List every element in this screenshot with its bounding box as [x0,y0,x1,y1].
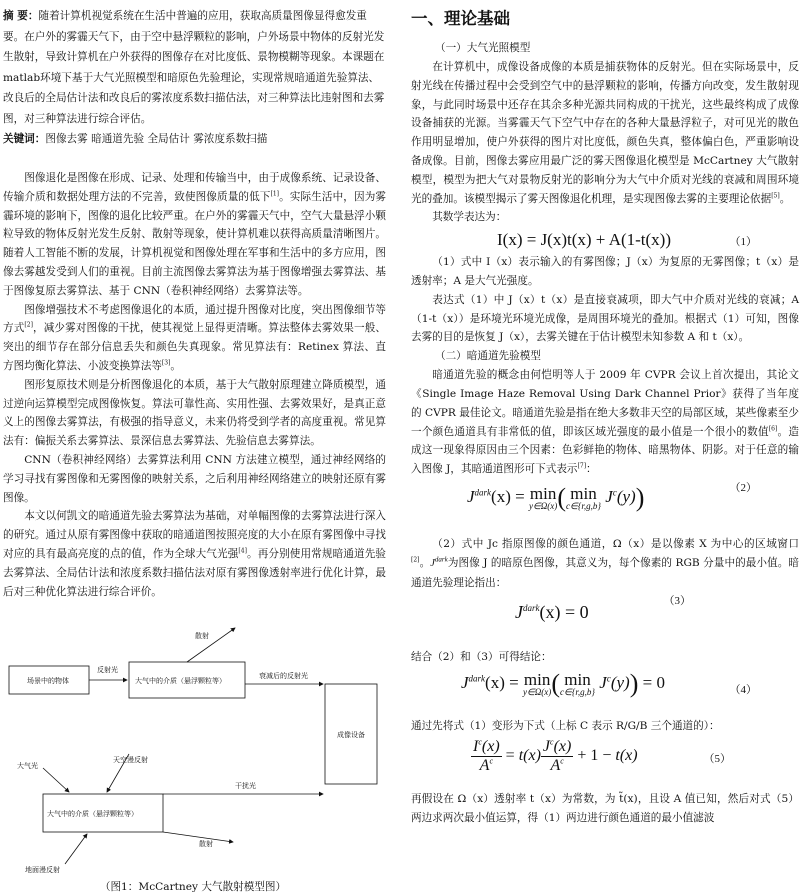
citation: [1] [270,190,279,198]
intro-paragraph-2 [3,301,386,376]
subsection-title-1: （一）大气光照模型 [435,42,531,54]
equation-1 [411,227,799,253]
eq3-lhs: J [515,602,523,623]
citation: [6] [768,425,778,433]
label-object: 场景中的物体 [27,677,69,685]
eq2-body-sup: c [612,487,617,498]
section-title: 一、理论基础 [411,9,510,28]
eq2-desc-text: 。 [419,556,431,569]
intro-paragraph-1 [3,169,386,301]
ambient-arrow [43,768,69,792]
ground-arrow [65,834,87,864]
eq5-x: (x) [553,737,572,755]
keywords-label: 关键词： [3,133,46,145]
intro-text: 。实际生活中，因为雾霾环境的影响下，图像的退化比较严重。在户外的雾霾天气中，空气大量悬浮小颗粒导致的物体反射光发生反射、散射等现象，使计算机难以获得高质量清晰图片。随着人工智能不断的发展，计算机视觉和图像处理在军事和生活中的多方应用，图像去雾越发受到人们的重视。目前主流图像去雾算法为基于图像增强去雾算法、基于图像复原去雾算法、基于 CNN（卷积神经网络）去雾算法等。 [3,190,386,297]
right-column [411,0,799,828]
eq3-rhs: = 0 [560,602,589,623]
equation-1-body: I(x) = J(x)t(x) + A(1-t(x)) [497,230,672,250]
dark-channel-paragraph [411,366,799,479]
eq4-body-arg: (y) [610,673,630,693]
eq3-arg: (x) [539,602,561,623]
abstract-text: 随着计算机视觉系统在生活中普遍的应用，获取高质量图像显得愈发重要。在户外的雾霾天气下，由于空中悬浮颗粒的影响，户外场景中物体的反射光发生散射，导致计算机在户外获得的图像存在对比度低、景物模糊等现象。本课题在matlab环境下基于大气光照模型和暗原色先验理论，实现常规暗通道先验算法、改良后的全局估计法和改良后的雾浓度系数扫描估法，对三种算法比违射图和去雾图，对三种算法进行综合评估。 [3,10,385,125]
last-paragraph: 再假设在 Ω（x）透射率 t（x）为常数，为 t̃(x)，且设 A 值已知，然后对式（5）两边求两次最小值运算，得（1）两边进行颜色通道的最小值滤波 [411,792,799,824]
eq2-min-inner [566,485,601,511]
left-column [3,0,386,601]
eq5-den: A [550,756,561,774]
label-imaging: 成像设备 [337,731,365,739]
eq5-sup: c [550,737,554,747]
eq4-min-sub: y∈Ω(x) [522,687,552,698]
transform-text: 通过先将式（1）变形为下式（上标 C 表示 R/G/B 三个通道的）： [411,720,720,733]
label-attenuated: 衰减后的反射光 [259,672,308,680]
model-text: 在计算机中，成像设备成像的本质是捕获物体的反射光。但在实际场景中，反射光线在传播过程中会受到空气中的悬浮颗粒的影响，传播方向改变，发生散射现象，与此同时场景中还存在其余多种光源共同构成的干扰光，这些最终构成了成像设备捕获的光源。当雾霾天气下空气中存在的各种大量悬浮粒子，对可见光的散色作用明显增加，使户外获得的图片对比度低，颜色失真，整体偏白色，严重影响设备成像。目前，图像去雾应用最广泛的雾天图像退化模型是 McCartney 大气散射模型，模型为把大气对景物反射光的影响分为大气中介质对光线的衰减和周围环境光的叠加。该模型揭示了雾天图像退化机理，是实现图像去雾的主要理论依据 [411,61,799,205]
eq1-description-2: 表达式（1）中 J（x）t（x）是直接衰减项，即大气中介质对光线的衰减；A（1-t（x））是环境光环境光成像，是周围环境光的叠加。根据式（1）可知，图像去雾的目的是恢复 J（x），去雾关键在于估计模型未知参数 A 和 t（x）。 [411,293,799,344]
label-reflect-light: 反射光 [97,666,118,674]
subsection-title-2: （二）暗通道先验模型 [435,350,541,363]
label-medium-top: 大气中的介质（悬浮颗粒等） [135,677,226,685]
eq5-sup: c [489,756,493,766]
equation-3 [411,592,799,648]
model-paragraph [411,58,799,208]
intro-text: 本文以何凯文的暗通道先验去雾算法为基础，对单幅图像的去雾算法进行深入的研究。通过从原有雾图像中获取的暗通道图按照亮度的大小在原有雾图像中寻找对应的具有最高亮度的点的值，作为全球大气光强 [3,510,386,560]
abstract-label: 摘 要： [3,10,39,22]
eq5-sup: c [478,737,482,747]
intro-text: 。再分别使用常规暗通道先验去雾算法、全局估计法和浓度系数扫描估法对原有雾图像透射率进行优化计算，最后对三种优化算法进行综合评价。 [3,547,387,598]
eq4-sup: dark [468,673,486,684]
label-sky-reflect: 天空漫反射 [113,756,148,764]
label-medium-bottom: 大气中的介质（悬浮颗粒等） [47,810,138,818]
eq2-arg: (x) [491,486,511,506]
eq5-x: (x) [523,747,541,765]
eq5-x: (x) [619,747,638,765]
keywords [3,129,386,149]
label-scatter-top: 散射 [195,632,209,640]
eq4-min-op: min [523,670,551,690]
eq2-min-sub: y∈Ω(x) [528,500,558,511]
keywords-text: 图像去雾 暗通道先验 全局估计 雾浓度系数扫描 [45,133,268,145]
equation-3-number: （3） [663,595,691,608]
eq2-description [411,535,799,592]
intro-paragraph-4: CNN（卷积神经网络）去雾算法利用 CNN 方法建立模型，通过神经网络的学习寻找有雾图像和无雾图像的映射关系，之后利用神经网络建立的映射还原有雾图像。 [3,453,386,504]
eq4-min-op: min [564,670,591,690]
eq2-sup: dark [474,487,492,498]
symbol-j: J [430,557,435,569]
equation-2: $J^{dark}(x)$ = min y∈Ω(x) ( min c∈{r,g,b} $J^c(y)$) （2） [411,479,799,535]
citation: [7] [577,462,587,470]
eq2-desc-text: （2）式中 Jc 指原图像的颜色通道，Ω（x）是以像素 X 为中心的区域窗口 [432,537,799,550]
symbol-dark: dark [434,555,448,564]
eq4-body: J [599,673,607,693]
citation: [3] [161,359,171,367]
eq4-arg: (x) [485,673,505,693]
citation: [2] [411,556,420,564]
eq2-body-arg: (y) [616,486,636,506]
figure-caption: （图1：McCartney 大气散射模型图） [99,881,287,893]
equation-5 [411,736,799,790]
equation-4: $J^{dark}(x)$ = min y∈Ω(x) ( min c∈{r,g,b} $J^c(y)) = 0$ （4） [461,669,757,699]
eq2-equals: = [510,486,529,506]
eq2-min-op: min [529,483,557,503]
intro-paragraph-3: 图形复原技术则是分析图像退化的本质，基于大气散射原理建立降质模型，通过逆向运算模型完成图像恢复。算法可靠性高、实用性强、去雾效果好，是真正意义上的图像去雾算法，有极强的指导意义，未来仍将受到学者的高度重视。常见算法有：偏振关系去雾算法、景深信息去雾算法、先验信息去雾算法。 [3,378,386,448]
eq4-min-sub: c∈{r,g,b} [559,687,596,698]
eq5-den: A [479,756,490,774]
eq4-lhs: J [461,673,469,693]
math-intro: 其数学表达为： [432,211,507,224]
eq2-min-outer [529,485,557,511]
eq2-lhs: J [467,486,475,506]
eq4-body-sup: c [606,673,611,684]
citation: [5] [771,192,780,200]
eq5-tail-t: t [615,747,620,765]
dark-text: 。造成这一现象得原因由三个因素：色彩鲜艳的物体、暗黑物体、阴影。对于任意的输入图像 J，其暗通道图形可下式表示 [411,425,799,476]
eq4-min-outer [523,671,551,697]
eq5-equals: = [501,747,519,765]
label-scatter-bottom: 散射 [199,840,213,848]
eq2-min-sub: c∈{r,g,b} [565,500,602,511]
label-interference: 干扰光 [235,782,256,790]
eq3-sup: dark [523,603,540,614]
eq5-plus: + 1 − [573,747,616,765]
eq1-description: （1）式中 I（x）表示输入的有雾图像；J（x）为复原的无雾图像；t（x）是透射率；A 是大气光强度。 [411,256,799,287]
eq5-num: I [473,737,479,755]
eq4-min-inner [560,671,595,697]
label-ground-reflect: 地面漫反射 [25,866,60,874]
equation-2-number: （2） [729,481,757,494]
citation: [4] [238,547,247,555]
eq2-desc-symbol [430,555,448,569]
mccartney-diagram [3,626,383,876]
intro-text: 。 [170,359,181,372]
eq5-t: t [518,747,524,765]
equation-1-number: （1） [729,236,757,249]
combine-text: 结合（2）和（3）可得结论： [411,651,552,664]
dark-text: ： [586,463,597,476]
intro-text: 图像增强技术不考虑图像退化的本质，通过提升图像对比度，突出图像细节等方式 [3,303,386,335]
label-ambient: 大气光 [17,762,38,770]
intro-paragraph-5 [3,507,386,601]
equation-4-number: （4） [729,684,757,697]
eq5-sup: c [560,756,564,766]
eq2-min-op: min [570,483,597,503]
equation-5-number: （5） [703,752,731,765]
eq5-x: (x) [481,737,500,755]
intro-text: ，减少雾对图像的干扰，使其视觉上显得更清晰。算法整体去雾效果一般、突出的细节存在部分信息丢失和颜色失真现象。常见算法有：Retinex 算法、直方图均衡化算法、小波变换算法等 [3,322,387,372]
eq5-frac-left [471,738,502,775]
intro-text: 图像退化是图像在形成、记录、处理和传输当中，由于成像系统、记录设备、传输介质和数据处理方法的不完善，致使图像质量的低下 [3,172,386,203]
model-text: 。 [779,192,791,205]
eq2-desc-text: 为图像 J 的暗原色图像，其意义为，每个像素的 RGB 分量中的最小值。暗通道先验理论指出： [411,556,799,589]
citation: [2] [24,321,33,329]
eq5-frac-mid [541,738,573,775]
dark-text: 暗通道先验的概念由何恺明等人于 2009 年 CVPR 会议上首次提出，其论文《Single Image Haze Removal Using Dark Channel Prior》获得了当年度的 CVPR 最佳论文。暗通道先验是指在绝大多数非天空的局部区域，某些像素至少一个颜色通道具有非常低的值，即该区域光强度的最小值是一个很小的数值 [411,369,799,438]
eq2-body: J [605,486,613,506]
scatter-arrow-bottom [163,832,233,842]
abstract [3,6,386,129]
eq4-tail: = 0 [638,673,665,693]
eq5-mid-num: J [542,737,551,755]
eq4-equals: = [504,673,523,693]
